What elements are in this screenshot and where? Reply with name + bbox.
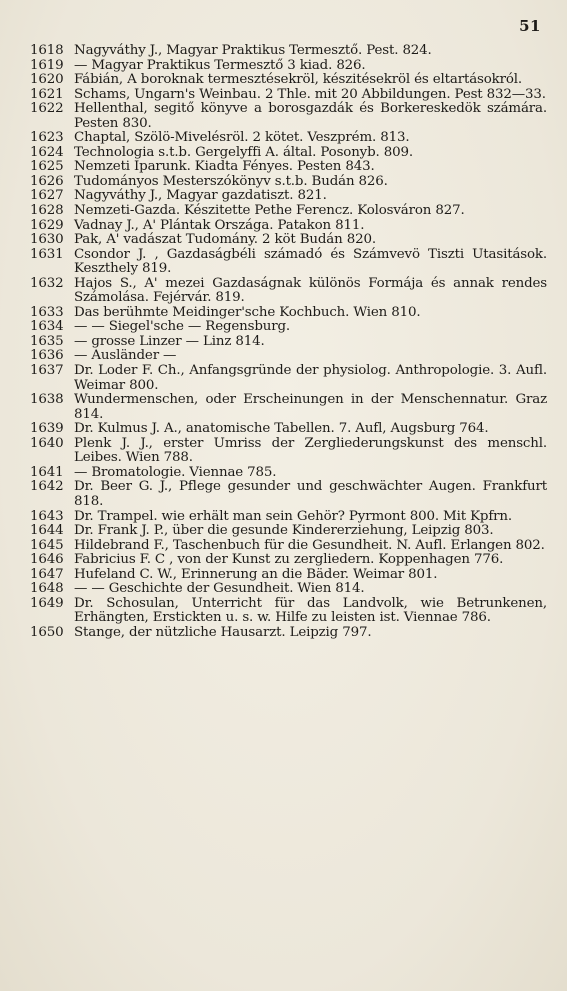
bibliography-entry (30, 146, 547, 161)
entry-text: Dr. Loder F. Ch., Anfangsgründe der physiolog. Anthropologie. 3. Aufl. Weimar 800. (74, 363, 547, 393)
bibliography-entry (30, 219, 547, 234)
entry-text: Schams, Ungarn's Weinbau. 2 Thle. mit 20 Abbildungen. Pest 832—33. (74, 86, 546, 102)
entry-text: — — Geschichte der Gesundheit. Wien 814. (74, 581, 365, 597)
entry-number: 1637 (30, 363, 64, 379)
entry-number: 1634 (30, 319, 64, 335)
entry-text: — Magyar Praktikus Termesztő 3 kiad. 826. (74, 57, 366, 73)
entry-text: Nagyváthy J., Magyar Praktikus Termesztő. Pest. 824. (74, 43, 432, 58)
entry-text: Chaptal, Szölö-Mivelésröl. 2 kötet. Veszprém. 813. (74, 130, 410, 146)
bibliography-entry (30, 422, 547, 437)
bibliography-entry (30, 320, 547, 335)
entry-number: 1643 (30, 508, 64, 524)
bibliography-entry (30, 160, 547, 175)
entry-text: Hellenthal, segitő könyve a borosgazdák és Borkereskedök számára. Pesten 830. (74, 101, 547, 131)
bibliography-entry (30, 568, 547, 583)
entry-text: Csondor J. , Gazdaságbéli számadó és Számvevö Tiszti Utasitások. Keszthely 819. (74, 246, 547, 277)
bibliography-entry (30, 480, 547, 509)
entry-number: 1640 (30, 435, 64, 451)
entry-number: 1635 (30, 333, 64, 349)
bibliography-entry (30, 524, 547, 539)
entry-number: 1646 (30, 552, 64, 568)
entry-text: Tudományos Mesterszókönyv s.t.b. Budán 826. (74, 173, 388, 189)
bibliography-entry (30, 582, 547, 597)
bibliography-entry (30, 102, 547, 131)
bibliography-entry (30, 59, 547, 74)
entry-number: 1620 (30, 72, 64, 88)
entry-number: 1644 (30, 523, 64, 539)
bibliography-entry (30, 553, 547, 568)
entry-text: Hildebrand F., Taschenbuch für die Gesundheit. N. Aufl. Erlangen 802. (74, 537, 545, 553)
bibliography-entry (30, 597, 547, 626)
entry-text: Dr. Trampel. wie erhält man sein Gehör? Pyrmont 800. Mit Kpfrn. (74, 508, 512, 524)
entry-text: Vadnay J., A' Plántak Országa. Patakon 811. (74, 217, 365, 233)
entry-number: 1648 (30, 581, 64, 597)
entry-number: 1650 (30, 624, 64, 640)
entry-text: Stange, der nützliche Hausarzt. Leipzig 797. (74, 624, 372, 640)
entry-number: 1627 (30, 188, 64, 204)
entry-text: Fabricius F. C , von der Kunst zu zergliedern. Koppenhagen 776. (74, 552, 504, 568)
entry-number: 1624 (30, 144, 64, 160)
bibliography-entry (30, 189, 547, 204)
bibliography-entry (30, 466, 547, 481)
bibliography-entry (30, 175, 547, 190)
bibliography-entry (30, 349, 547, 364)
entry-number: 1647 (30, 566, 64, 582)
entry-number: 1629 (30, 217, 64, 233)
entry-number: 1621 (30, 86, 64, 102)
bibliography-entry (30, 233, 547, 248)
entry-text: Dr. Kulmus J. A., anatomische Tabellen. 7. Aufl, Augsburg 764. (74, 421, 489, 437)
bibliography-entry (30, 73, 547, 88)
entry-number: 1638 (30, 392, 64, 408)
bibliography-entry (30, 131, 547, 146)
bibliography-entry (30, 626, 547, 641)
entry-text: Dr. Schosulan, Unterricht für das Landvolk, wie Betrunkenen, Erhängten, Erstickten u. s. w. Hilfe zu leisten ist. Viennae 786. (74, 595, 547, 626)
entry-text: Pak, A' vadászat Tudomány. 2 köt Budán 820. (74, 232, 376, 248)
entry-number: 1618 (30, 43, 64, 58)
bibliography-entry (30, 248, 547, 277)
entry-text: Wundermenschen, oder Erscheinungen in der Menschennatur. Graz 814. (74, 392, 547, 422)
bibliography-entry (30, 88, 547, 103)
entry-number: 1641 (30, 464, 64, 480)
entry-number: 1636 (30, 348, 64, 364)
bibliography-entry (30, 44, 547, 59)
entry-text: Plenk J. J., erster Umriss der Zergliederungskunst des menschl. Leibes. Wien 788. (74, 435, 547, 466)
entry-text: Technologia s.t.b. Gergelyffi A. által. Posonyb. 809. (74, 144, 413, 160)
entry-number: 1645 (30, 537, 64, 553)
entry-text: Dr. Beer G. J., Pflege gesunder und geschwächter Augen. Frankfurt 818. (74, 479, 547, 509)
entry-number: 1639 (30, 421, 64, 437)
entry-number: 1628 (30, 203, 64, 219)
entry-text: — grosse Linzer — Linz 814. (74, 333, 265, 349)
bibliography-entry (30, 539, 547, 554)
entry-number: 1649 (30, 595, 64, 611)
entry-number: 1625 (30, 159, 64, 175)
entry-number: 1626 (30, 173, 64, 189)
entry-number: 1619 (30, 57, 64, 73)
bibliography-list (30, 44, 547, 640)
entry-text: — Bromatologie. Viennae 785. (74, 464, 277, 480)
entry-number: 1631 (30, 246, 64, 262)
page-number: 51 (519, 17, 541, 35)
bibliography-entry (30, 277, 547, 306)
entry-number: 1622 (30, 101, 64, 117)
bibliography-entry (30, 335, 547, 350)
bibliography-entry (30, 306, 547, 321)
bibliography-entry (30, 364, 547, 393)
bibliography-entry (30, 204, 547, 219)
entry-text: Nagyváthy J., Magyar gazdatiszt. 821. (74, 188, 327, 204)
entry-text: Hajos S., A' mezei Gazdaságnak különös Formája és annak rendes Számolása. Fejérvár. 819. (74, 275, 547, 306)
entry-number: 1633 (30, 304, 64, 320)
entry-text: Dr. Frank J. P., über die gesunde Kindererziehung, Leipzig 803. (74, 523, 494, 539)
bibliography-entry (30, 437, 547, 466)
entry-text: Fábián, A boroknak termesztésekröl, készitésekröl és eltartásokról. (74, 72, 523, 88)
entry-text: — Ausländer — (74, 348, 177, 364)
entry-text: Nemzeti-Gazda. Készitette Pethe Ferencz. Kolosváron 827. (74, 203, 465, 219)
entry-number: 1623 (30, 130, 64, 146)
entry-text: Das berühmte Meidinger'sche Kochbuch. Wien 810. (74, 304, 421, 320)
entry-text: Nemzeti Iparunk. Kiadta Fényes. Pesten 843. (74, 159, 375, 175)
bibliography-entry (30, 510, 547, 525)
entry-number: 1632 (30, 275, 64, 291)
entry-number: 1642 (30, 479, 64, 495)
bibliography-entry (30, 393, 547, 422)
entry-text: Hufeland C. W., Erinnerung an die Bäder. Weimar 801. (74, 566, 438, 582)
entry-number: 1630 (30, 232, 64, 248)
entry-text: — — Siegel'sche — Regensburg. (74, 319, 291, 335)
